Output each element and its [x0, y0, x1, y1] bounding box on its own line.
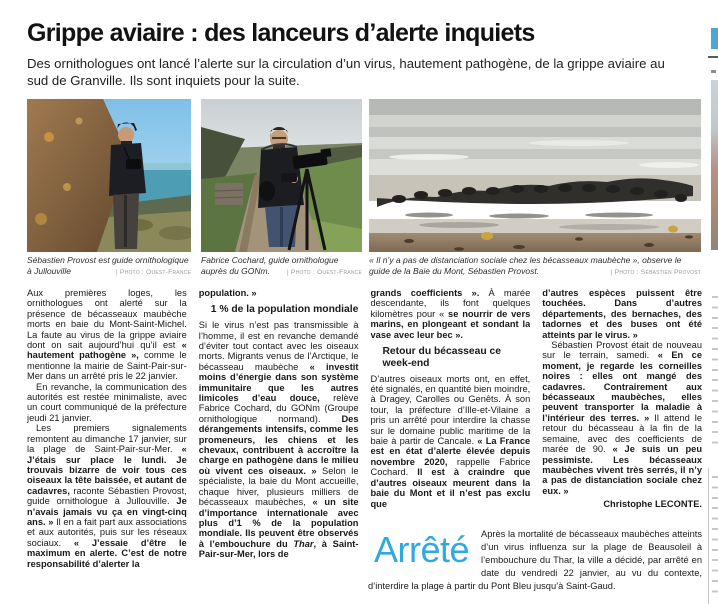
text-run: Il en a fait part aux associations et aux autorités, puis sur les réseaux sociaux.: [27, 516, 187, 548]
text-run: « La France est en état d’alerte élevée depuis novembre 2020,: [370, 436, 531, 467]
article-column-1: [27, 288, 187, 602]
paragraph: [199, 320, 359, 559]
text-run: raconte Sébastien Provost, guide ornithologue à Jullouville.: [27, 485, 187, 507]
photo-caption-text: Sébastien Provost est guide ornithologique à Jullouville: [27, 255, 189, 276]
photo-fabrice-cochard-image: [201, 99, 362, 252]
subheading: [371, 346, 531, 370]
photo-caption-text: « Il n’y a pas de distanciation sociale chez les bécasseaux maubèche », observe le guide de la Baie du Mont, Sébastien Provost.: [369, 255, 682, 276]
adjacent-page-fragment-dot: [711, 70, 716, 73]
text-run: Les premiers signalements remontent au dimanche 17 janvier, sur la plage de Saint-Pair-sur-Mer.: [27, 423, 187, 455]
photo-sebastien-provost-image: [27, 99, 191, 252]
author-byline: [542, 499, 702, 509]
arrete-text: Après la mortalité de bécasseaux maubèches atteints d’un virus influenza sur la plage de Beausoleil à l’embouchure du Thar, la ville a décidé, par arrêté en date du vendredi 22 janvier, au vu du contexte, d’interdire la plage à partir du Pont Bleu jusqu’à Saint-Gaud.: [368, 529, 702, 591]
paragraph: [371, 288, 531, 340]
article-deck: Des ornithologues ont lancé l’alerte sur la circulation d’un virus, hautement pathogène, de la grippe aviaire au sud de Granville. Ils sont inquiets pour la suite.: [27, 56, 665, 88]
adjacent-page-fragment-blue: [711, 28, 718, 49]
photo-figure-becasseaux: [369, 99, 701, 278]
text-run: Selon le spécialiste, la baie du Mont accueille, chaque hiver, plusieurs milliers de bécasseaux maubèches,: [198, 465, 359, 508]
text-run: « J’étais sur place le lundi. Je trouvais bizarre de voir tous ces oiseaux la tête baissée, et autant de cadavres,: [27, 444, 187, 496]
text-run: comme le mentionne la mairie de Saint-Pair-sur-Mer dans un arrêté pris le 22 janvier.: [27, 350, 187, 382]
text-run: Il attend le retour du bécasseau à la fin de la semaine, avec des coefficients de marée de 90.: [542, 412, 702, 455]
text-run: Sébastien Provost était de nouveau sur le terrain, samedi.: [542, 340, 702, 361]
photo-credit: | Photo : Ouest-France: [283, 267, 362, 278]
text-run: « investit moins d’énergie dans son système immunitaire que les autres limicoles d’eau douce,: [198, 361, 359, 404]
subheading: [199, 304, 359, 316]
paragraph: [542, 340, 702, 496]
photo-caption: [27, 255, 191, 278]
text-run: 1 % de la population mondiale: [210, 304, 359, 316]
photo-figure-fabrice-cochard: [201, 99, 362, 278]
article-column-3: [371, 288, 531, 520]
photo-caption: [369, 255, 701, 278]
paragraph: [27, 423, 187, 569]
text-run: « un site d’importance internationale avec plus d’1 % de la population mondiale. Ils peuvent être observés à l’embouchure du: [198, 497, 359, 549]
paragraph: [542, 288, 702, 340]
text-run: relève Fabrice Cochard, du GONm (Groupe ornithologique normand).: [198, 393, 359, 424]
paragraph: [199, 288, 359, 298]
article-content: [27, 18, 702, 602]
text-run: Des dérangements intensifs, comme les promeneurs, les chiens et les chevaux, contribuent à accroître la charge en pathogène dans le milieu où vivent ces oiseaux. »: [198, 413, 359, 476]
text-run: Retour du bécasseau ce week-end: [382, 346, 501, 369]
text-run: population. »: [198, 288, 257, 298]
adjacent-page-fragment-rule: [708, 56, 718, 58]
photo-caption-text: Fabrice Cochard, guide ornithologue auprès du GONm.: [201, 255, 339, 276]
text-run: À marée descendante, ils font quelques kilomètres pour «: [370, 288, 531, 319]
photo-caption: [201, 255, 362, 278]
text-run: Je n’avais jamais vu ça en vingt-cinq ans. »: [27, 496, 187, 527]
text-run: « Je suis un peu pessimiste. Les bécasseaux maubèches vivent très serrés, il n’y a pas de distanciation sociale chez eux. »: [542, 444, 702, 496]
text-run: « En ce moment, je regarde les corneilles noires : elles ont mangé des cadavres. Contrairement aux bécasseaux maubèches, elles peuvent transporter la maladie à l’intérieur des terres. »: [542, 350, 702, 423]
text-run: se nourrir de vers marins, en plongeant et sondant la vase avec leur bec ».: [370, 308, 531, 340]
text-run: Christophe LECONTE.: [603, 499, 702, 510]
text-run: Thar: [293, 538, 314, 549]
photo-figure-sebastien-provost: [27, 99, 191, 278]
text-run: Si le virus n’est pas transmissible à l’homme, il est en revanche demandé d’éviter tout contact avec les oiseaux morts. Migrants venus de l’Arctique, le bécasseau maubèche: [198, 320, 359, 372]
photo-credit: | Photo : Ouest-France: [112, 267, 191, 278]
page-title: Grippe aviaire : des lanceurs d’alerte inquiets: [27, 19, 535, 47]
adjacent-page-column-rule: [708, 468, 709, 604]
paragraph: [27, 382, 187, 424]
article-column-4: [542, 288, 702, 520]
paragraph: [371, 374, 531, 509]
paragraph: [27, 288, 187, 382]
photo-credit: | Photo : Sébastien Provost: [607, 267, 701, 278]
text-run: rappelle Fabrice Cochard.: [370, 456, 531, 478]
text-run: « hautement pathogène »,: [27, 340, 187, 361]
photos-row: [27, 99, 702, 278]
text-run: « J’essaie d’être le maximum en alerte. C’est de notre responsabilité d’alerter la: [27, 537, 187, 569]
text-run: grands coefficients ».: [370, 288, 480, 298]
text-run: Aux premières loges, les ornithologues ont alerté sur la présence de bécasseaux maubèche morts en baie du Mont-Saint-Michel. La faute au virus de la grippe aviaire dont on sait aujourd’hui qu’il est: [27, 288, 187, 351]
arrete-kicker: Arrêté: [374, 529, 470, 570]
text-run: d’autres espèces puissent être touchées. Dans d’autres départements, des bernaches, des tadornes et des buses ont été atteints par le virus. »: [542, 288, 702, 340]
arrete-box: [368, 528, 702, 593]
adjacent-page-fragment-text: [712, 476, 718, 596]
adjacent-page-fragment-text: [712, 296, 718, 446]
article-column-2: [199, 288, 359, 602]
photo-becasseaux-image: [369, 99, 701, 252]
text-run: , à Saint-Pair-sur-Mer, lors de: [198, 538, 359, 560]
adjacent-page-fragment-photo: [711, 80, 718, 250]
text-run: Il est à craindre que d’autres oiseaux meurent dans la baie du Mont et il n’est pas exclu que: [370, 467, 531, 509]
text-run: En revanche, la communication des autorités est restée minimaliste, avec un court communiqué de la préfecture jeudi 21 janvier.: [27, 381, 187, 423]
text-run: D’autres oiseaux morts ont, en effet, été signalés, en quantité bien moindre, à Dragey, Carolles ou Genêts. À son tour, la préfecture d’Ille-et-Vilaine a pris un arrêté pour interdire la chasse sur le domaine public maritime de la baie à partir de Cancale.: [370, 373, 531, 447]
